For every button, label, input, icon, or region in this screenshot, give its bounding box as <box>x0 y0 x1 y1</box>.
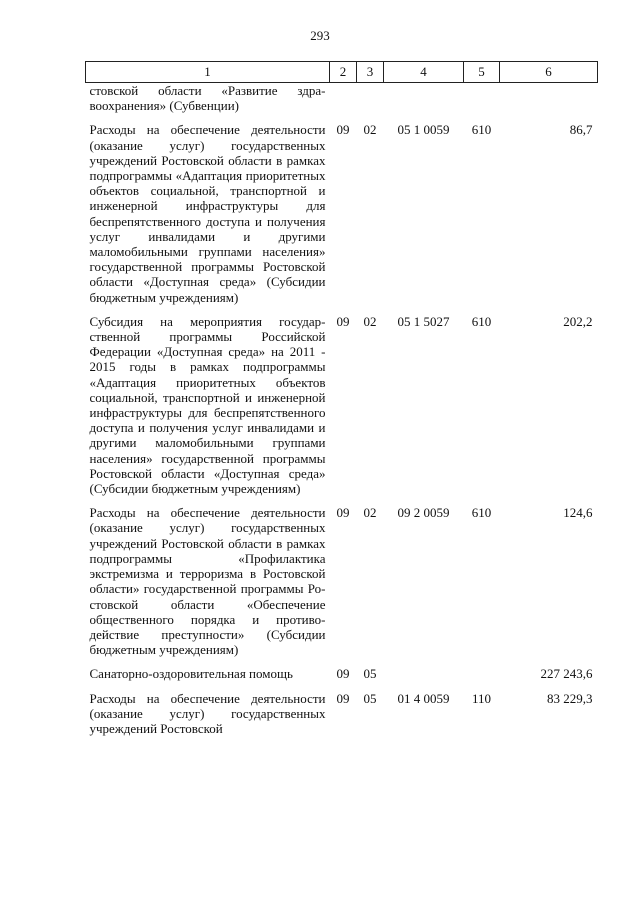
row-target-article: 01 4 0059 <box>397 690 450 706</box>
row-subsection-code <box>357 83 384 117</box>
row-amount: 227 243,6 <box>540 666 593 682</box>
row-expense-type <box>464 660 500 684</box>
table-row <box>86 116 598 307</box>
row-section-code: 09 <box>336 122 350 138</box>
header-col-6: 6 <box>500 62 598 83</box>
row-expense-type: 610 <box>471 505 492 521</box>
row-target-article <box>384 660 464 684</box>
row-description: Субсидия на мероприятия государственной программы Российской Федерации «Доступная среда» на 2011 - 2015 годы в рамках подпрограммы «Адаптация приоритетных объектов социальной, транспортной и инженерной инфраструктуры для беспрепятственного доступа и получения услуг инвалидами и другими маломобильными группами населения» государственной программы Ростовской области «Доступная среда» (Субсидии бюджетным учреждениям) <box>89 313 326 497</box>
table-row <box>86 499 598 660</box>
row-section-code: 09 <box>336 690 350 706</box>
row-subsection-code: 05 <box>363 666 377 682</box>
row-expense-type <box>464 83 500 117</box>
row-description: Расходы на обеспечение деятельности (оказание услуг) государственных учреждений Ростовской области в рамках подпрограммы «Адаптация приоритетных объектов социальной, транспортной и инженерной инфраструктуры для беспрепятственного доступа и получения услуг инвалидами и другими маломобильными группами населения» государственной программы Ростовской области «Доступная среда» (Субсидии бюджетным учреждениям) <box>89 122 326 305</box>
row-description: Санаторно-оздоровительная помощь <box>89 666 293 682</box>
row-amount: 83 229,3 <box>547 690 593 706</box>
row-section-code <box>330 83 357 117</box>
row-section-code: 09 <box>336 313 350 329</box>
row-description: Расходы на обеспечение деятельности (оказание услуг) государственных учреждений Ростовской <box>89 690 326 736</box>
row-subsection-code: 05 <box>363 690 377 706</box>
row-expense-type: 610 <box>471 313 492 329</box>
header-col-4: 4 <box>384 62 464 83</box>
row-target-article: 05 1 0059 <box>397 122 450 138</box>
header-col-1: 1 <box>86 62 330 83</box>
row-subsection-code: 02 <box>363 505 377 521</box>
page-number: 293 <box>310 28 330 43</box>
row-amount: 124,6 <box>563 505 593 521</box>
row-description: Расходы на обеспечение деятельности (оказание услуг) государственных учреждений Ростовской области в рамках подпрограммы «Профилактика экстремизма и терроризма в Ростовской области» государственной программы Ростовской области «Обеспечение общественного порядка и противодействие преступности» (Субсидии бюджетным учреждениям) <box>89 505 326 658</box>
row-amount <box>500 83 598 117</box>
header-col-2: 2 <box>330 62 357 83</box>
table-row <box>86 660 598 684</box>
row-target-article: 05 1 5027 <box>397 313 450 329</box>
table-row <box>86 83 598 117</box>
header-row <box>86 62 598 83</box>
row-description: стовской области «Развитие здравоохранения» (Субвенции) <box>89 83 326 114</box>
row-amount: 86,7 <box>569 122 593 138</box>
table-row <box>86 685 598 740</box>
table-header <box>86 62 598 83</box>
row-section-code: 09 <box>336 666 350 682</box>
row-target-article: 09 2 0059 <box>397 505 450 521</box>
header-col-3: 3 <box>357 62 384 83</box>
row-subsection-code: 02 <box>363 122 377 138</box>
row-expense-type: 610 <box>471 122 492 138</box>
row-expense-type: 110 <box>471 690 492 706</box>
row-amount: 202,2 <box>563 313 593 329</box>
table-body <box>86 83 598 740</box>
budget-table <box>85 61 598 739</box>
row-target-article <box>384 83 464 117</box>
row-subsection-code: 02 <box>363 313 377 329</box>
row-section-code: 09 <box>336 505 350 521</box>
table-row <box>86 308 598 499</box>
header-col-5: 5 <box>464 62 500 83</box>
